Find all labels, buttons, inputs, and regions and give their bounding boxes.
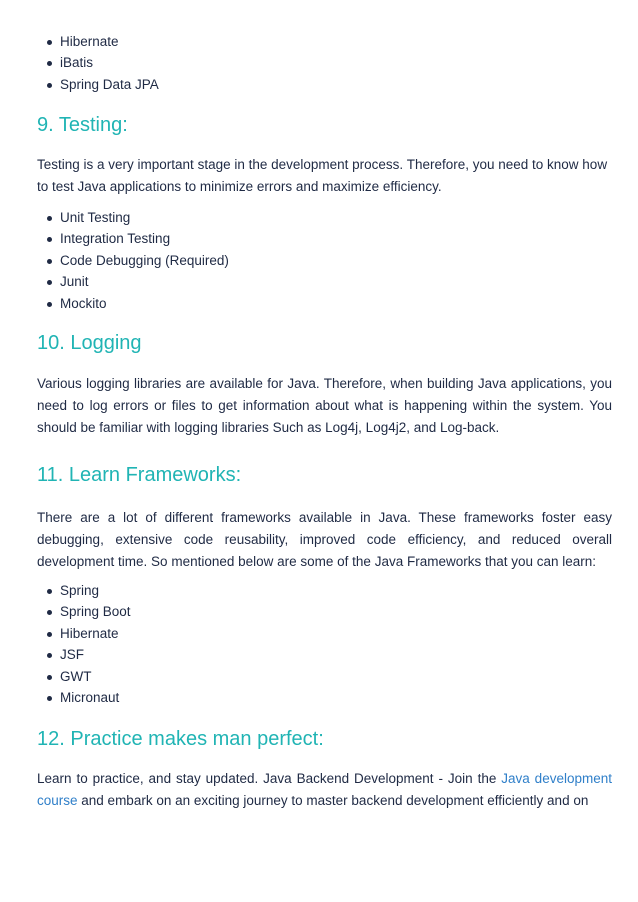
orm-list	[38, 31, 159, 95]
testing-list	[38, 207, 229, 314]
list-item: Spring Boot	[38, 601, 131, 622]
list-item: iBatis	[38, 52, 159, 73]
section-heading-logging: 10. Logging	[37, 332, 142, 354]
list-item: Micronaut	[38, 687, 131, 708]
java-development-course-link[interactable]: Java development course	[37, 771, 612, 808]
section-heading-practice: 12. Practice makes man perfect:	[37, 728, 324, 750]
list-item: Code Debugging (Required)	[38, 250, 229, 271]
list-item: Spring	[38, 580, 131, 601]
list-item: Junit	[38, 271, 229, 292]
frameworks-list	[38, 580, 131, 708]
list-item: Hibernate	[38, 623, 131, 644]
list-item: GWT	[38, 666, 131, 687]
list-item: Mockito	[38, 293, 229, 314]
practice-text-before: Learn to practice, and stay updated. Java Backend Development - Join the	[37, 771, 502, 786]
frameworks-paragraph: There are a lot of different frameworks available in Java. These frameworks foster easy debugging, extensive code reusability, improved code efficiency, and reduced overall development time. So mentioned below are some of the Java Frameworks that you can learn:	[37, 510, 612, 569]
section-heading-frameworks: 11. Learn Frameworks:	[37, 464, 242, 486]
practice-text-after: and embark on an exciting journey to master backend development efficiently and on	[77, 793, 589, 808]
list-item: Spring Data JPA	[38, 74, 159, 95]
section-heading-testing: 9. Testing:	[37, 114, 128, 136]
testing-paragraph: Testing is a very important stage in the development process. Therefore, you need to know how to test Java applications to minimize errors and maximize efficiency.	[37, 157, 608, 194]
logging-paragraph: Various logging libraries are available for Java. Therefore, when building Java applications, you need to log errors or files to get information about what is happening within the system. You should be familiar with logging libraries Such as Log4j, Log4j2, and Log-back.	[37, 376, 612, 435]
list-item: JSF	[38, 644, 131, 665]
list-item: Integration Testing	[38, 228, 229, 249]
practice-paragraph	[37, 768, 612, 812]
list-item: Hibernate	[38, 31, 159, 52]
list-item: Unit Testing	[38, 207, 229, 228]
